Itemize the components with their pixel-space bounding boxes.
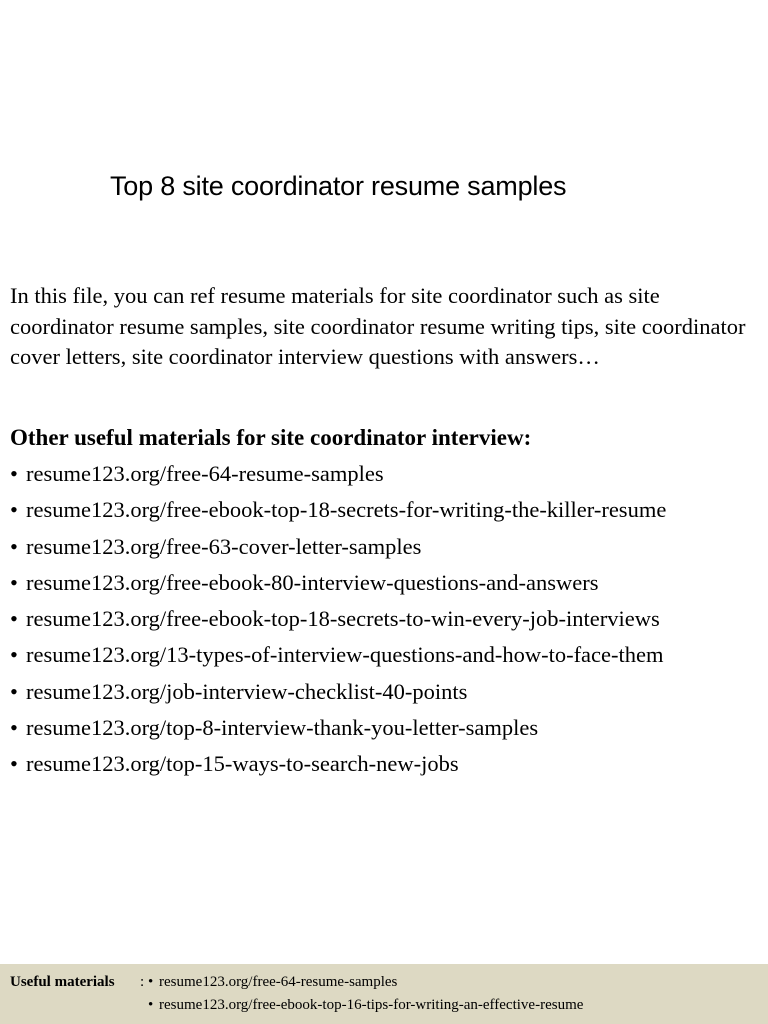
footer-link-list [148, 972, 583, 1018]
link-text[interactable]: resume123.org/free-ebook-top-18-secrets-for-writing-the-killer-resume [26, 497, 667, 523]
list-item[interactable] [10, 749, 768, 785]
list-item[interactable] [10, 640, 768, 676]
bullet-icon: • [10, 461, 18, 486]
link-text[interactable]: resume123.org/free-63-cover-letter-samples [26, 533, 422, 559]
link-text[interactable]: resume123.org/top-15-ways-to-search-new-jobs [26, 751, 459, 777]
bullet-icon: • [10, 642, 18, 668]
bullet-icon: • [10, 715, 18, 741]
bullet-icon: • [10, 569, 18, 595]
page-title: Top 8 site coordinator resume samples [110, 171, 567, 201]
list-item[interactable] [10, 495, 768, 531]
footer-list-item[interactable] [148, 972, 583, 995]
footer-separator: : [140, 974, 145, 990]
bullet-icon: • [10, 678, 18, 704]
link-text[interactable]: resume123.org/free-64-resume-samples [26, 461, 384, 486]
list-item[interactable] [10, 568, 768, 604]
bullet-icon: • [10, 606, 18, 632]
bullet-icon: • [10, 751, 18, 777]
link-text[interactable]: resume123.org/13-types-of-interview-questions-and-how-to-face-them [26, 642, 664, 668]
link-text[interactable]: resume123.org/free-ebook-80-interview-questions-and-answers [26, 569, 599, 595]
footer-list-item[interactable] [148, 995, 583, 1018]
link-text[interactable]: resume123.org/free-ebook-top-18-secrets-to-win-every-job-interviews [26, 606, 660, 632]
footer-bar [0, 964, 768, 1024]
list-item[interactable] [10, 532, 768, 568]
footer-link-text[interactable]: resume123.org/free-ebook-top-16-tips-for-writing-an-effective-resume [159, 997, 584, 1013]
list-item[interactable] [10, 459, 768, 495]
section-heading: Other useful materials for site coordinator interview: [10, 425, 532, 450]
footer-label: Useful materials [10, 974, 115, 990]
link-text[interactable]: resume123.org/top-8-interview-thank-you-letter-samples [26, 715, 539, 741]
bullet-icon: • [148, 974, 154, 990]
list-item[interactable] [10, 713, 768, 749]
bullet-icon: • [148, 997, 154, 1013]
bullet-icon: • [10, 497, 18, 523]
intro-paragraph: In this file, you can ref resume materials for site coordinator such as site coordinator resume samples, site coordinator resume writing tips, site coordinator cover letters, site coordinator interview questions with answers… [10, 283, 746, 369]
bullet-icon: • [10, 533, 18, 559]
list-item[interactable] [10, 604, 768, 640]
footer-link-text[interactable]: resume123.org/free-64-resume-samples [159, 974, 398, 990]
list-item[interactable] [10, 677, 768, 713]
link-text[interactable]: resume123.org/job-interview-checklist-40-points [26, 678, 468, 704]
materials-link-list [10, 459, 768, 786]
